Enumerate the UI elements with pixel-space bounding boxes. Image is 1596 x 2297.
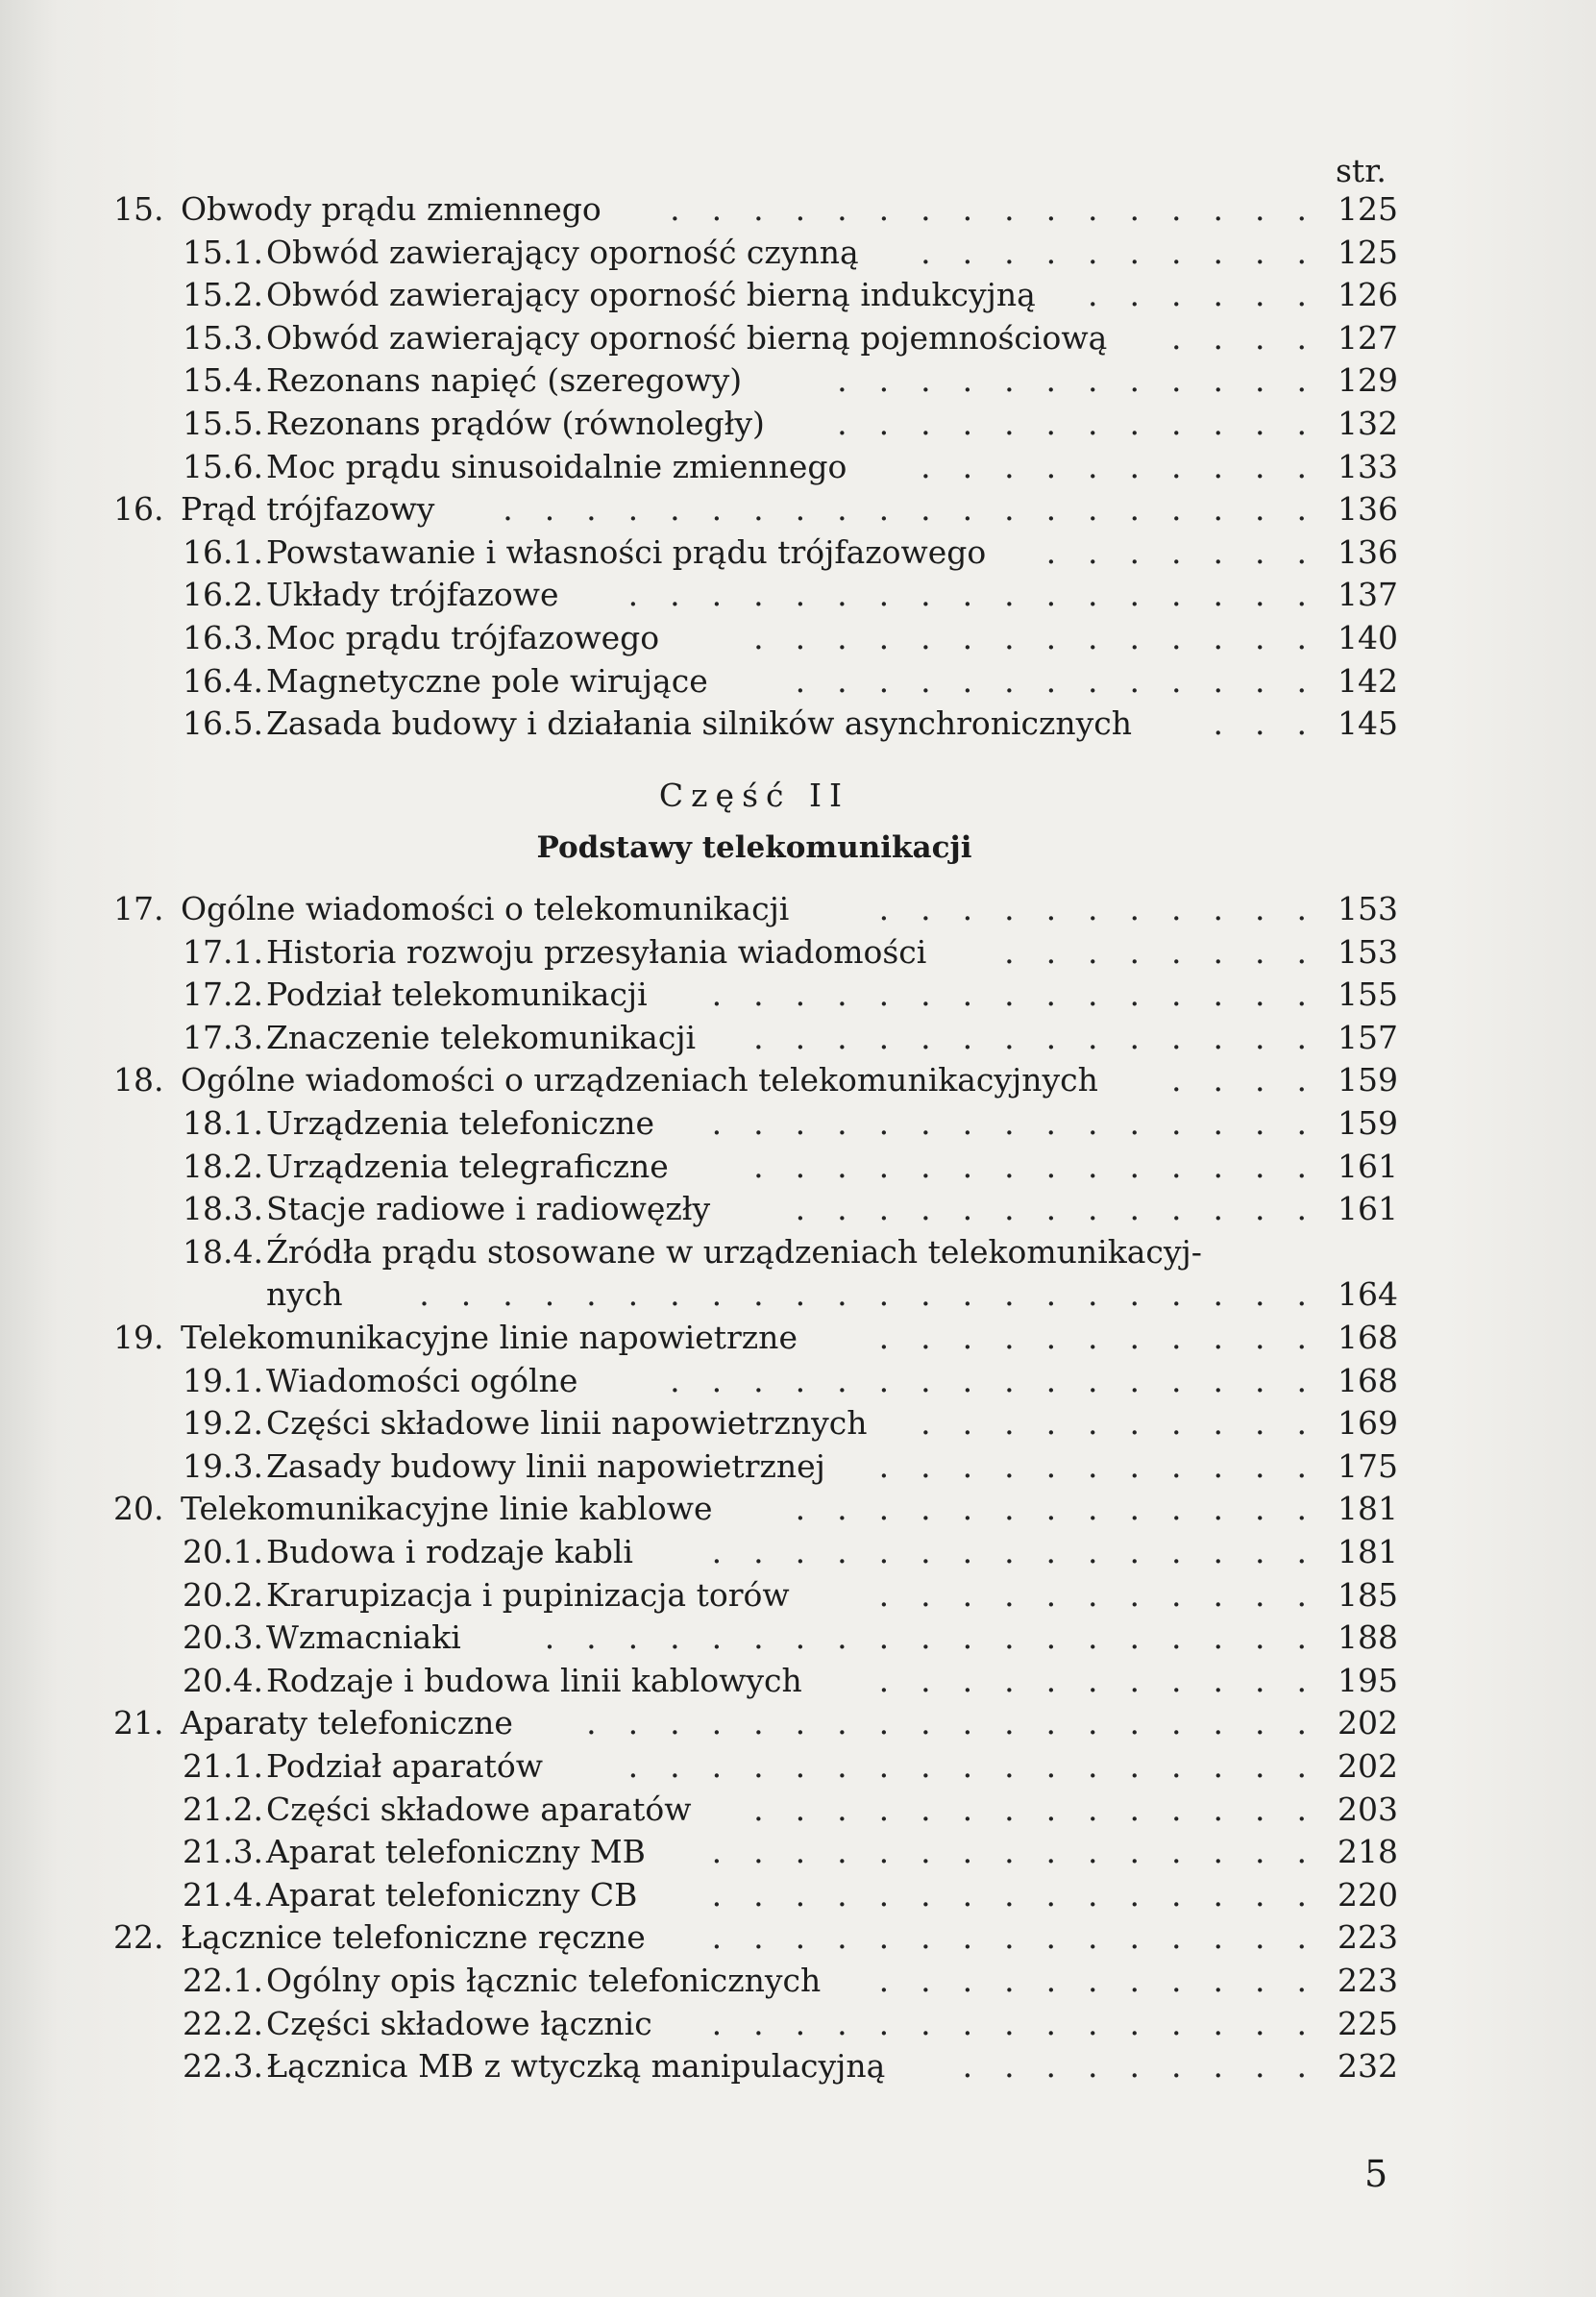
toc-entry-number: 22.1. bbox=[183, 1962, 263, 1999]
toc-section-row bbox=[0, 403, 1596, 445]
toc-section-row bbox=[0, 1574, 1596, 1617]
toc-chapter-row bbox=[0, 488, 1596, 531]
toc-entry-page: 133 bbox=[1338, 447, 1398, 485]
toc-leader-dots: . . . . . . . . . . . bbox=[847, 1446, 1307, 1485]
part-subtitle: Podstawy telekomunikacji bbox=[536, 830, 972, 865]
toc-entry-number: 19.1. bbox=[183, 1361, 263, 1399]
toc-leader-dots: . . . . . . . . . . . bbox=[847, 1661, 1307, 1699]
toc-chapter-row bbox=[0, 1702, 1596, 1744]
toc-entry-title: Rodzaje i budowa linii kablowych bbox=[266, 1661, 802, 1699]
toc-entry-page: 153 bbox=[1338, 932, 1398, 971]
toc-section-row bbox=[0, 2003, 1596, 2045]
toc-leader-dots: . . . . bbox=[1140, 318, 1307, 357]
toc-chapter-row bbox=[0, 1317, 1596, 1359]
toc-entry-number: 19.2. bbox=[183, 1404, 263, 1443]
toc-entry-page: 159 bbox=[1338, 1104, 1398, 1142]
toc-section-row bbox=[0, 1831, 1596, 1873]
toc-leader-dots: . . . . . . . . . . . . . . bbox=[722, 1147, 1307, 1185]
toc-entry-page: 220 bbox=[1338, 1875, 1398, 1914]
toc-leader-dots: . . . . . . . . . . . . . . bbox=[722, 1018, 1307, 1056]
part-heading: Część II bbox=[658, 777, 850, 814]
toc-entry-page: 168 bbox=[1338, 1361, 1398, 1399]
toc-leader-dots: . . . . . . . . . . . . . . . . . bbox=[596, 576, 1307, 614]
toc-entry-number: 21.4. bbox=[183, 1875, 263, 1914]
toc-leader-dots: . . . . . . . . . . . . bbox=[805, 361, 1307, 400]
toc-entry-page: 188 bbox=[1338, 1618, 1398, 1657]
toc-section-row bbox=[0, 1617, 1596, 1659]
toc-entry-title: Łącznice telefoniczne ręczne bbox=[181, 1918, 646, 1957]
toc-entry-number: 21.3. bbox=[183, 1833, 263, 1871]
toc-leader-dots: . . . . . . . . . . . . . . . . . . . . bbox=[471, 490, 1307, 529]
toc-entry-number: 18.3. bbox=[183, 1190, 263, 1228]
toc-entry-title: Prąd trójfazowy bbox=[181, 490, 435, 529]
toc-leader-dots: . . . . . . . . . . . bbox=[847, 890, 1307, 927]
toc-section-row bbox=[0, 2045, 1596, 2087]
toc-entry-number: 15.6. bbox=[183, 447, 263, 485]
toc-leader-dots: . . . . . . . . . . bbox=[889, 1404, 1307, 1443]
toc-entry-title: Magnetyczne pole wirujące bbox=[266, 661, 708, 700]
toc-section-row bbox=[0, 1960, 1596, 2002]
toc-section-row bbox=[0, 1102, 1596, 1145]
toc-entry-number: 17. bbox=[113, 890, 164, 927]
toc-entry-title: Obwód zawierający oporność bierną pojemnościową bbox=[266, 318, 1108, 357]
toc-section-row bbox=[0, 1360, 1596, 1402]
toc-leader-dots: . . . . . . . . . . bbox=[889, 447, 1307, 485]
toc-entry-number: 22.3. bbox=[183, 2047, 263, 2086]
toc-entry-title: Łącznica MB z wtyczką manipulacyjną bbox=[266, 2047, 886, 2086]
toc-entry-title: Rezonans prądów (równoległy) bbox=[266, 405, 765, 442]
toc-leader-dots: . . . . . . . . . . . . . . . bbox=[679, 976, 1307, 1014]
toc-entry-title: Historia rozwoju przesyłania wiadomości bbox=[266, 932, 927, 971]
toc-leader-dots: . . . . . . . . . . . bbox=[847, 1319, 1307, 1356]
toc-entry-page: 181 bbox=[1338, 1490, 1398, 1528]
toc-entry-page: 202 bbox=[1338, 1747, 1398, 1785]
toc-entry-title: Budowa i rodzaje kabli bbox=[266, 1533, 633, 1570]
toc-chapter-row bbox=[0, 1059, 1596, 1101]
toc-entry-page: 223 bbox=[1338, 1918, 1398, 1957]
toc-entry-title: Urządzenia telefoniczne bbox=[266, 1104, 655, 1142]
toc-entry-number: 20.2. bbox=[183, 1575, 263, 1614]
toc-entry-title: Części składowe linii napowietrznych bbox=[266, 1404, 868, 1443]
toc-entry-title: Telekomunikacyjne linie kablowe bbox=[181, 1490, 713, 1528]
toc-entry-title: Podział telekomunikacji bbox=[266, 976, 648, 1014]
toc-entry-title: Ogólne wiadomości o telekomunikacji bbox=[181, 890, 790, 927]
toc-section-row bbox=[0, 446, 1596, 488]
toc-section-row bbox=[0, 660, 1596, 703]
toc-entry-page: 218 bbox=[1338, 1833, 1398, 1871]
toc-entry-page: 223 bbox=[1338, 1962, 1398, 1999]
toc-entry-page: 126 bbox=[1338, 276, 1398, 314]
toc-leader-dots: . . . . . . bbox=[1056, 276, 1307, 314]
toc-entry-page: 159 bbox=[1338, 1061, 1398, 1099]
toc-section-row bbox=[0, 1231, 1596, 1273]
toc-entry-number: 20.3. bbox=[183, 1618, 263, 1657]
toc-entry-page: 161 bbox=[1338, 1190, 1398, 1228]
toc-leader-dots: . . . . . . . . . . . . . bbox=[763, 1190, 1307, 1228]
toc-entry-title: Moc prądu sinusoidalnie zmiennego bbox=[266, 447, 847, 485]
toc-entry-title: Zasada budowy i działania silników asynchronicznych bbox=[266, 704, 1133, 743]
toc-section-row bbox=[0, 703, 1596, 745]
toc-entry-title: Układy trójfazowe bbox=[266, 576, 559, 614]
toc-leader-dots: . . . . . . . . . . . bbox=[847, 1962, 1307, 1999]
toc-section-row bbox=[0, 317, 1596, 359]
toc-leader-dots: . . . . . . . . . . . . . bbox=[763, 1490, 1307, 1528]
toc-entry-number: 22.2. bbox=[183, 2004, 263, 2042]
toc-entry-page: 168 bbox=[1338, 1319, 1398, 1356]
toc-leader-dots: . . . . . . . . . . . . . . bbox=[722, 1790, 1307, 1828]
toc-leader-dots: . . . . . . . . . . . . . . . bbox=[679, 1533, 1307, 1570]
toc-section-row bbox=[0, 1445, 1596, 1488]
toc-entry-page: 142 bbox=[1338, 661, 1398, 700]
toc-entry-number: 19. bbox=[113, 1319, 164, 1356]
toc-entry-title: Moc prądu trójfazowego bbox=[266, 619, 660, 656]
toc-entry-page: 195 bbox=[1338, 1661, 1398, 1699]
toc-entry-number: 15.1. bbox=[183, 233, 263, 271]
toc-entry-number: 15.2. bbox=[183, 276, 263, 314]
toc-entry-number: 15.3. bbox=[183, 318, 263, 357]
toc-section-row bbox=[0, 1745, 1596, 1788]
toc-entry-page: 203 bbox=[1338, 1790, 1398, 1828]
toc-leader-dots: . . . . . . . . . . . . . . bbox=[722, 619, 1307, 656]
toc-entry-title: nych bbox=[266, 1275, 343, 1314]
toc-entry-page: 164 bbox=[1338, 1275, 1398, 1314]
toc-entry-page: 129 bbox=[1338, 361, 1398, 400]
toc-entry-page: 161 bbox=[1338, 1147, 1398, 1185]
toc-entry-number: 20.4. bbox=[183, 1661, 263, 1699]
toc-section-row bbox=[0, 531, 1596, 574]
toc-entry-title: Części składowe aparatów bbox=[266, 1790, 692, 1828]
toc-leader-dots: . . . . . . . . . . . . . . . . . . . bbox=[512, 1618, 1307, 1657]
toc-leader-dots: . . . . . . . . . . bbox=[889, 233, 1307, 271]
toc-entry-number: 16.5. bbox=[183, 704, 263, 743]
toc-entry-page: 125 bbox=[1338, 190, 1398, 228]
toc-section-row bbox=[0, 1273, 1596, 1316]
toc-entry-title: Aparat telefoniczny MB bbox=[266, 1833, 646, 1871]
toc-leader-dots: . . . . . . . . . . . . . . . . bbox=[638, 1361, 1307, 1399]
toc-entry-title: Ogólny opis łącznic telefonicznych bbox=[266, 1962, 822, 1999]
toc-entry-title: Źródła prądu stosowane w urządzeniach telekomunikacyj- bbox=[266, 1232, 1202, 1271]
toc-entry-number: 21.1. bbox=[183, 1747, 263, 1785]
toc-leader-dots: . . . . . . . bbox=[1014, 532, 1307, 571]
toc-entry-title: Rezonans napięć (szeregowy) bbox=[266, 361, 743, 400]
toc-entry-number: 16.2. bbox=[183, 576, 263, 614]
toc-entry-title: Urządzenia telegraficzne bbox=[266, 1147, 669, 1185]
toc-entry-number: 16.3. bbox=[183, 619, 263, 656]
toc-entry-page: 136 bbox=[1338, 490, 1398, 529]
toc-entry-number: 19.3. bbox=[183, 1446, 263, 1485]
toc-entry-page: 157 bbox=[1338, 1018, 1398, 1056]
toc-entry-number: 21. bbox=[113, 1704, 164, 1742]
toc-entry-page: 169 bbox=[1338, 1404, 1398, 1443]
toc-entry-title: Obwód zawierający oporność bierną indukcyjną bbox=[266, 276, 1036, 314]
toc-entry-title: Obwód zawierający oporność czynną bbox=[266, 233, 859, 271]
toc-entry-page: 136 bbox=[1338, 532, 1398, 571]
toc-section-row bbox=[0, 931, 1596, 974]
page-column-label: str. bbox=[1336, 152, 1387, 189]
toc-entry-number: 17.3. bbox=[183, 1018, 263, 1056]
toc-leader-dots: . . . . . . . . . . . . . . . . . . . . . . bbox=[387, 1275, 1307, 1314]
toc-entry-number: 17.1. bbox=[183, 932, 263, 971]
page-number: 5 bbox=[1364, 2153, 1388, 2195]
toc-entry-page: 125 bbox=[1338, 233, 1398, 271]
toc-entry-page: 185 bbox=[1338, 1575, 1398, 1614]
toc-entry-page: 225 bbox=[1338, 2004, 1398, 2042]
toc-entry-number: 15.5. bbox=[183, 405, 263, 442]
toc-entry-title: Części składowe łącznic bbox=[266, 2004, 652, 2042]
toc-chapter-row bbox=[0, 888, 1596, 930]
toc-leader-dots: . . . . . . . . . . . . . . . . bbox=[638, 190, 1307, 228]
toc-leader-dots: . . . . . . . . . . . . . . . . . . bbox=[554, 1704, 1307, 1742]
toc-leader-dots: . . . . . . . . . . . . . . . bbox=[679, 2004, 1307, 2042]
toc-chapter-row bbox=[0, 188, 1596, 231]
toc-section-row bbox=[0, 1017, 1596, 1059]
toc-entry-page: 202 bbox=[1338, 1704, 1398, 1742]
toc-entry-page: 181 bbox=[1338, 1533, 1398, 1570]
toc-leader-dots: . . . . . . . . bbox=[972, 932, 1307, 971]
toc-entry-number: 18.4. bbox=[183, 1232, 263, 1271]
toc-entry-number: 18. bbox=[113, 1061, 164, 1099]
toc-leader-dots: . . . . . . . . . . . . . . . bbox=[679, 1104, 1307, 1142]
toc-section-row bbox=[0, 1188, 1596, 1230]
toc-entry-number: 15. bbox=[113, 190, 164, 228]
toc-section-row bbox=[0, 617, 1596, 659]
toc-leader-dots: . . . . . . . . . . . . . . . bbox=[679, 1875, 1307, 1914]
toc-chapter-row bbox=[0, 1488, 1596, 1530]
toc-chapter-row bbox=[0, 1916, 1596, 1959]
toc-entry-number: 16.1. bbox=[183, 532, 263, 571]
toc-entry-page: 153 bbox=[1338, 890, 1398, 927]
toc-entry-title: Obwody prądu zmiennego bbox=[181, 190, 602, 228]
toc-entry-title: Zasady budowy linii napowietrznej bbox=[266, 1446, 825, 1485]
toc-section-row bbox=[0, 1531, 1596, 1573]
toc-entry-page: 140 bbox=[1338, 619, 1398, 656]
toc-entry-title: Krarupizacja i pupinizacja torów bbox=[266, 1575, 790, 1614]
toc-leader-dots: . . . . bbox=[1140, 1061, 1307, 1099]
toc-entry-title: Znaczenie telekomunikacji bbox=[266, 1018, 697, 1056]
toc-entry-title: Powstawanie i własności prądu trójfazowego bbox=[266, 532, 987, 571]
toc-entry-page: 132 bbox=[1338, 405, 1398, 442]
toc-leader-dots: . . . . . . . . . bbox=[930, 2047, 1307, 2086]
toc-entry-title: Aparaty telefoniczne bbox=[181, 1704, 513, 1742]
toc-entry-number: 20.1. bbox=[183, 1533, 263, 1570]
toc-entry-page: 175 bbox=[1338, 1446, 1398, 1485]
toc-entry-number: 18.2. bbox=[183, 1147, 263, 1185]
toc-section-row bbox=[0, 1874, 1596, 1916]
toc-section-row bbox=[0, 359, 1596, 402]
toc-entry-number: 17.2. bbox=[183, 976, 263, 1014]
toc-section-row bbox=[0, 574, 1596, 616]
toc-section-row bbox=[0, 232, 1596, 274]
toc-entry-title: Stacje radiowe i radiowęzły bbox=[266, 1190, 711, 1228]
toc-leader-dots: . . . . . . . . . . . . . bbox=[763, 661, 1307, 700]
toc-entry-title: Aparat telefoniczny CB bbox=[266, 1875, 638, 1914]
toc-leader-dots: . . . . . . . . . . . . . . . . . bbox=[596, 1747, 1307, 1785]
toc-entry-title: Ogólne wiadomości o urządzeniach telekomunikacyjnych bbox=[181, 1061, 1098, 1099]
toc-entry-number: 16. bbox=[113, 490, 164, 529]
toc-leader-dots: . . . . . . . . . . . bbox=[847, 1575, 1307, 1614]
toc-section-row bbox=[0, 974, 1596, 1016]
toc-leader-dots: . . . . . . . . . . . . . . . bbox=[679, 1918, 1307, 1957]
toc-entry-page: 155 bbox=[1338, 976, 1398, 1014]
toc-entry-page: 232 bbox=[1338, 2047, 1398, 2086]
toc-leader-dots: . . . . . . . . . . . . . . . bbox=[679, 1833, 1307, 1871]
toc-entry-title: Podział aparatów bbox=[266, 1747, 543, 1785]
toc-section-row bbox=[0, 274, 1596, 316]
toc-entry-number: 20. bbox=[113, 1490, 164, 1528]
toc-section-row bbox=[0, 1660, 1596, 1702]
toc-section-row bbox=[0, 1789, 1596, 1831]
toc-leader-dots: . . . . . . . . . . . . bbox=[805, 405, 1307, 442]
toc-entry-page: 127 bbox=[1338, 318, 1398, 357]
toc-entry-title: Wzmacniaki bbox=[266, 1618, 461, 1657]
toc-entry-number: 15.4. bbox=[183, 361, 263, 400]
toc-entry-title: Telekomunikacyjne linie napowietrzne bbox=[181, 1319, 798, 1356]
toc-section-row bbox=[0, 1146, 1596, 1188]
toc-entry-page: 145 bbox=[1338, 704, 1398, 743]
toc-entry-number: 21.2. bbox=[183, 1790, 263, 1828]
toc-section-row bbox=[0, 1402, 1596, 1445]
toc-entry-number: 18.1. bbox=[183, 1104, 263, 1142]
toc-entry-number: 22. bbox=[113, 1918, 164, 1957]
toc-entry-page: 137 bbox=[1338, 576, 1398, 614]
toc-entry-number: 16.4. bbox=[183, 661, 263, 700]
toc-entry-title: Wiadomości ogólne bbox=[266, 1361, 578, 1399]
toc-leader-dots: . . . bbox=[1181, 704, 1307, 743]
